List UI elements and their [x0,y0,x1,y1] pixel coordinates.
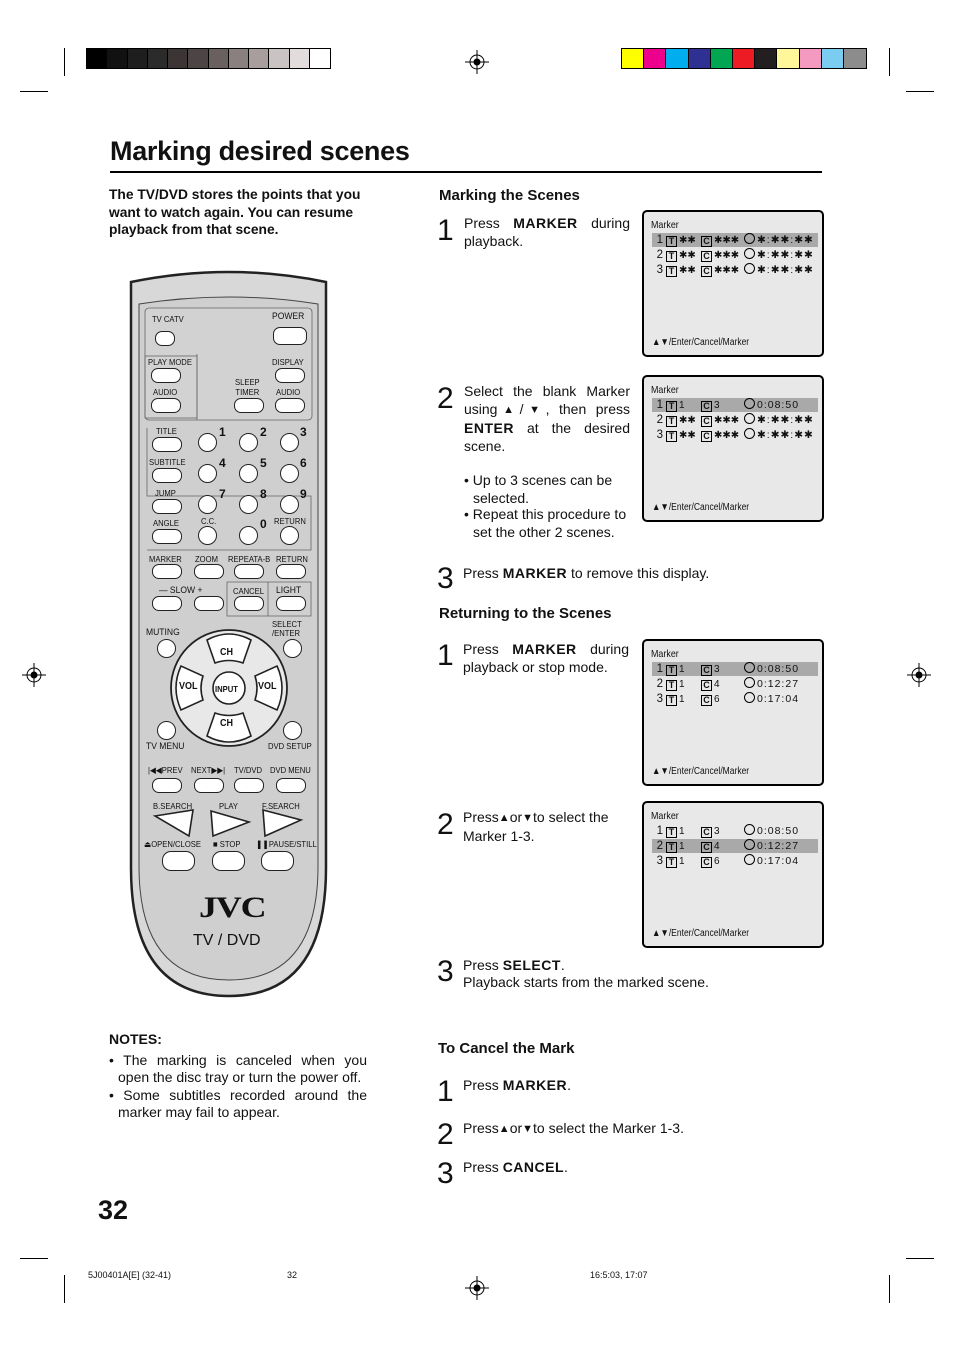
step-text-line2: Playback starts from the marked scene. [463,974,709,990]
title-value: 1 [679,841,685,852]
marker-screen-footer: ▲▼/Enter/Cancel/Marker [652,502,750,513]
clock-icon [744,263,755,274]
marker-label: MARKER [149,554,182,564]
marker-number: 3 [656,429,663,441]
digit-label: 4 [219,456,226,470]
return-num-button[interactable] [280,526,299,545]
next-label: NEXT▶▶| [191,765,226,775]
time-value: 0:08:50 [757,825,800,837]
brand-logo: JVC [199,891,266,924]
title-icon: T [666,251,677,262]
pause-still-button[interactable] [261,851,294,871]
crop-mark [906,1258,934,1259]
marker-screen-label: Marker [651,384,679,396]
step-text: Press SELECT. [463,957,565,973]
marker-screen-label: Marker [651,219,679,231]
light-button[interactable] [276,596,306,611]
down-arrow-icon: ▼ [523,404,546,416]
clock-icon [744,398,755,409]
chapter-value: 3 [714,826,720,837]
eject-icon: ⏏ [144,839,152,849]
digit-label: 5 [260,456,267,470]
time-value: ✱:✱✱:✱✱ [757,429,814,441]
time-value: ✱:✱✱:✱✱ [757,234,814,246]
title-value: 1 [679,856,685,867]
title-value: ✱✱ [679,430,696,441]
time-value: ✱:✱✱:✱✱ [757,414,814,426]
zoom-button[interactable] [194,564,224,579]
crop-mark [889,48,890,76]
digit-label: 1 [219,425,226,439]
crop-mark [20,1258,48,1259]
registration-mark-icon [465,1276,489,1300]
open-close-button[interactable] [162,851,195,871]
chapter-icon: C [701,266,712,277]
marker-number: 1 [656,399,663,411]
marker-row [652,662,818,676]
color-swatch [644,49,666,68]
chapter-icon: C [701,857,712,868]
marker-screen [642,639,824,786]
time-value: ✱:✱✱:✱✱ [757,249,814,261]
registration-mark-icon [22,663,46,687]
pause-icon: ❚❚ [256,839,269,849]
number-button-1[interactable] [198,433,217,452]
page-title: Marking desired scenes [110,136,410,166]
clock-icon [744,233,755,244]
digit-label: 0 [260,517,267,531]
grayscale-bar [86,48,331,69]
marker-number: 3 [656,855,663,867]
marker-row [652,413,818,427]
slow-minus-button[interactable] [152,596,182,611]
page-number: 32 [98,1195,129,1225]
step-text: Press MARKER during playback. [464,215,630,249]
time-value: 0:17:04 [757,693,800,705]
crop-mark [906,91,934,92]
note-item: • Some subtitles recorded around the marker may fail to appear. [109,1086,367,1120]
prev-icon: |◀◀ [148,765,162,775]
stop-button[interactable] [212,851,245,871]
color-swatch [290,49,310,68]
audio-label: AUDIO [153,387,178,397]
marker-row [652,263,818,277]
time-value: 0:08:50 [757,399,800,411]
tv-dvd-button[interactable] [234,778,264,793]
bullet: • Repeat this procedure to set the other 2 scenes. [464,506,627,540]
play-mode-label: PLAY MODE [148,357,192,367]
step-text: Press MARKER to remove this display. [463,565,710,581]
chapter-icon: C [701,680,712,691]
next-button[interactable] [194,778,224,793]
marker-row [652,398,818,412]
chapter-icon: C [701,695,712,706]
subtitle-button[interactable] [152,468,182,483]
color-swatch [269,49,289,68]
title-value: ✱✱ [679,415,696,426]
sleep-timer-button[interactable] [234,398,264,413]
sleep-timer-label: SLEEP TIMER [235,377,260,397]
play-label: PLAY [219,801,238,811]
chapter-value: ✱✱✱ [714,265,740,276]
title-icon: T [666,842,677,853]
section-heading-marking: Marking the Scenes [439,187,580,204]
chapter-icon: C [701,665,712,676]
title-icon: T [666,266,677,277]
color-swatch [755,49,777,68]
color-swatch [87,49,107,68]
play-mode-button[interactable] [151,368,181,383]
chapter-value: 3 [714,664,720,675]
step-number: 1 [437,214,454,247]
pause-still-label: ❚❚PAUSE/STILL [256,839,317,849]
slow-label: — SLOW + [159,585,203,596]
chapter-icon: C [701,827,712,838]
chapter-value: 3 [714,400,720,411]
power-label: POWER [272,311,305,322]
input-label: INPUT [215,684,238,694]
up-arrow-icon: ▲ [498,812,510,824]
bullet: • Up to 3 scenes can be selected. [464,472,613,506]
color-swatch [148,49,168,68]
color-swatch [666,49,688,68]
footer-code: 5J00401A[E] (32-41) [88,1270,172,1280]
color-swatch [249,49,269,68]
f-search-label: F.SEARCH [262,801,300,811]
marker-row [652,824,818,838]
marker-screen-label: Marker [651,810,679,822]
marker-number: 2 [656,414,663,426]
marker-screen-footer: ▲▼/Enter/Cancel/Marker [652,766,750,777]
notes [109,1031,367,1121]
color-swatch [168,49,188,68]
repeat-ab-button[interactable] [234,564,264,579]
light-label: LIGHT [276,585,302,596]
title-value: 1 [679,826,685,837]
chapter-value: 6 [714,694,720,705]
number-button-8[interactable] [239,495,258,514]
chapter-icon: C [701,251,712,262]
title-icon: T [666,827,677,838]
muting-label: MUTING [146,627,180,638]
marker-row [652,428,818,442]
down-arrow-icon: ▼ [522,812,534,824]
up-arrow-icon: ▲ [498,1123,510,1135]
clock-icon [744,413,755,424]
color-swatch [777,49,799,68]
time-value: 0:12:27 [757,840,800,852]
title-icon: T [666,665,677,676]
title-icon: T [666,857,677,868]
prev-button[interactable] [152,778,182,793]
step-text: Select the blank Marker using▲/▼, then press ENTER at the desired scene. [464,383,630,454]
ch-down-button[interactable] [213,712,243,734]
marker-row [652,233,818,247]
digit-label: 3 [300,425,307,439]
section-heading-returning: Returning to the Scenes [439,605,612,622]
title-value: 1 [679,679,685,690]
jump-button[interactable] [152,499,182,514]
remote-model-label: TV / DVD [193,932,261,949]
audio-label: AUDIO [276,387,301,397]
note-item: • The marking is canceled when you open the disc tray or turn the power off. [109,1052,367,1086]
play-button[interactable] [210,810,250,838]
title-icon: T [666,695,677,706]
time-value: 0:08:50 [757,663,800,675]
clock-icon [744,854,755,865]
step-number: 1 [437,1075,454,1108]
open-close-label: ⏏OPEN/CLOSE [144,839,201,849]
select-enter-button[interactable] [283,639,302,658]
angle-label: ANGLE [153,518,179,528]
up-arrow-icon: ▲ [497,404,520,416]
step-number: 3 [437,562,454,595]
number-button-6[interactable] [280,464,299,483]
color-swatch [188,49,208,68]
title-value: ✱✱ [679,235,696,246]
slow-plus-button[interactable] [194,596,224,611]
subtitle-label: SUBTITLE [149,457,186,467]
cc-button[interactable] [198,526,217,545]
clock-icon [744,824,755,835]
return-label: RETURN [276,554,308,564]
crop-mark [889,1275,890,1303]
down-arrow-icon: ▼ [522,1123,534,1135]
crop-mark [64,1275,65,1303]
footer-page: 32 [287,1270,298,1280]
chapter-value: 4 [714,679,720,690]
marker-screen [642,801,824,948]
marker-row [652,839,818,853]
marker-row [652,854,818,868]
marker-number: 2 [656,840,663,852]
ch-up-button[interactable] [213,650,243,672]
number-button-0[interactable] [239,526,258,545]
color-swatch [800,49,822,68]
marker-row [652,248,818,262]
step-text: Press CANCEL. [463,1159,568,1175]
step-number: 2 [437,382,454,415]
chapter-icon: C [701,236,712,247]
vol-up-button[interactable] [256,672,280,706]
color-bar [621,48,867,69]
vol-down-label: VOL [179,681,198,692]
prev-label: |◀◀PREV [148,765,183,775]
time-value: 0:17:04 [757,855,800,867]
step-text: Press MARKER during playback or stop mode. [463,641,629,675]
tv-menu-label: TV MENU [146,741,185,752]
registration-mark-icon [465,50,489,74]
title-value: ✱✱ [679,250,696,261]
chapter-value: ✱✱✱ [714,430,740,441]
intro-text: The TV/DVD stores the points that you want to watch again. You can resume playback from that scene. [109,187,361,237]
repeat-ab-label: REPEATA-B [228,554,271,564]
number-button-2[interactable] [239,433,258,452]
next-icon: ▶▶| [211,765,226,775]
angle-button[interactable] [152,529,182,544]
color-swatch [229,49,249,68]
display-button[interactable] [275,368,305,383]
step-number: 1 [437,639,454,672]
cancel-button[interactable] [234,596,264,611]
chapter-value: ✱✱✱ [714,235,740,246]
return-button[interactable] [276,564,306,579]
jump-label: JUMP [155,488,176,498]
clock-icon [744,662,755,673]
chapter-value: 6 [714,856,720,867]
title-icon: T [666,236,677,247]
title-icon: T [666,416,677,427]
title-label: TITLE [156,426,177,436]
marker-screen [642,210,824,357]
marker-number: 3 [656,264,663,276]
dvd-setup-label: DVD SETUP [268,741,312,751]
marker-number: 1 [656,663,663,675]
input-button[interactable] [214,674,244,704]
dvd-menu-label: DVD MENU [270,765,311,775]
chapter-value: ✱✱✱ [714,415,740,426]
return-label: RETURN [274,516,306,526]
color-swatch [310,49,330,68]
title-icon: T [666,401,677,412]
vol-down-button[interactable] [174,672,198,706]
cc-label: C.C. [201,516,217,526]
title-button[interactable] [152,437,182,452]
digit-label: 8 [260,487,267,501]
title-rule [110,171,822,173]
step-number: 2 [437,808,454,841]
tv-catv-label: TV CATV [152,314,184,324]
stop-label: ■ STOP [213,839,241,849]
marker-row [652,677,818,691]
marker-number: 1 [656,234,663,246]
step-number: 3 [437,955,454,988]
clock-icon [744,692,755,703]
chapter-icon: C [701,401,712,412]
number-button-4[interactable] [198,464,217,483]
color-swatch [209,49,229,68]
tv-menu-button[interactable] [157,721,176,740]
number-button-7[interactable] [198,495,217,514]
cancel-label: CANCEL [233,586,265,596]
ch-down-label: CH [220,718,234,729]
digit-label: 2 [260,425,267,439]
registration-mark-icon [907,663,931,687]
clock-icon [744,677,755,688]
b-search-button[interactable] [155,810,195,838]
crop-mark [20,91,48,92]
color-swatch [689,49,711,68]
color-swatch [822,49,844,68]
chapter-value: 4 [714,841,720,852]
tv-catv-switch[interactable] [155,331,175,346]
display-label: DISPLAY [272,357,304,367]
clock-icon [744,839,755,850]
color-swatch [622,49,644,68]
dvd-menu-button[interactable] [276,778,306,793]
title-icon: T [666,431,677,442]
muting-button[interactable] [157,639,176,658]
vol-up-label: VOL [258,681,277,692]
marker-number: 2 [656,678,663,690]
digit-label: 9 [300,487,307,501]
step-text: Press▲or▼to select the Marker 1-3. [463,809,609,844]
f-search-button[interactable] [262,810,302,838]
title-icon: T [666,680,677,691]
power-button[interactable] [273,327,307,345]
number-button-3[interactable] [280,433,299,452]
marker-button[interactable] [152,564,182,579]
b-search-label: B.SEARCH [153,801,193,811]
ch-up-label: CH [220,647,234,658]
clock-icon [744,248,755,259]
color-swatch [733,49,755,68]
title-value: ✱✱ [679,265,696,276]
marker-screen [642,375,824,522]
number-button-9[interactable] [280,495,299,514]
title-value: 1 [679,400,685,411]
marker-number: 1 [656,825,663,837]
step-number: 3 [437,1157,454,1190]
title-value: 1 [679,664,685,675]
crop-mark [64,48,65,76]
zoom-label: ZOOM [195,554,218,564]
tv-dvd-label: TV/DVD [234,765,263,775]
notes-heading: NOTES: [109,1031,162,1047]
step-number: 2 [437,1118,454,1151]
chapter-icon: C [701,842,712,853]
time-value: 0:12:27 [757,678,800,690]
marker-number: 3 [656,693,663,705]
color-swatch [128,49,148,68]
number-button-5[interactable] [239,464,258,483]
marker-screen-footer: ▲▼/Enter/Cancel/Marker [652,928,750,939]
color-swatch [711,49,733,68]
chapter-value: ✱✱✱ [714,250,740,261]
stop-icon: ■ [213,839,220,849]
select-enter-label: SELECT /ENTER [272,619,302,638]
time-value: ✱:✱✱:✱✱ [757,264,814,276]
step-text: Press MARKER. [463,1077,572,1093]
marker-screen-footer: ▲▼/Enter/Cancel/Marker [652,337,750,348]
color-swatch [844,49,866,68]
color-swatch [107,49,127,68]
digit-label: 6 [300,456,307,470]
audio-button[interactable] [151,398,181,413]
chapter-icon: C [701,416,712,427]
marker-number: 2 [656,249,663,261]
clock-icon [744,428,755,439]
marker-screen-label: Marker [651,648,679,660]
audio-button[interactable] [275,398,305,413]
step-text: Press▲or▼to select the Marker 1-3. [463,1120,684,1136]
title-value: 1 [679,694,685,705]
marker-row [652,692,818,706]
section-heading-cancel: To Cancel the Mark [438,1040,575,1057]
dvd-setup-button[interactable] [283,721,302,740]
digit-label: 7 [219,487,226,501]
footer-timestamp: 16:5:03, 17:07 [590,1270,648,1280]
chapter-icon: C [701,431,712,442]
